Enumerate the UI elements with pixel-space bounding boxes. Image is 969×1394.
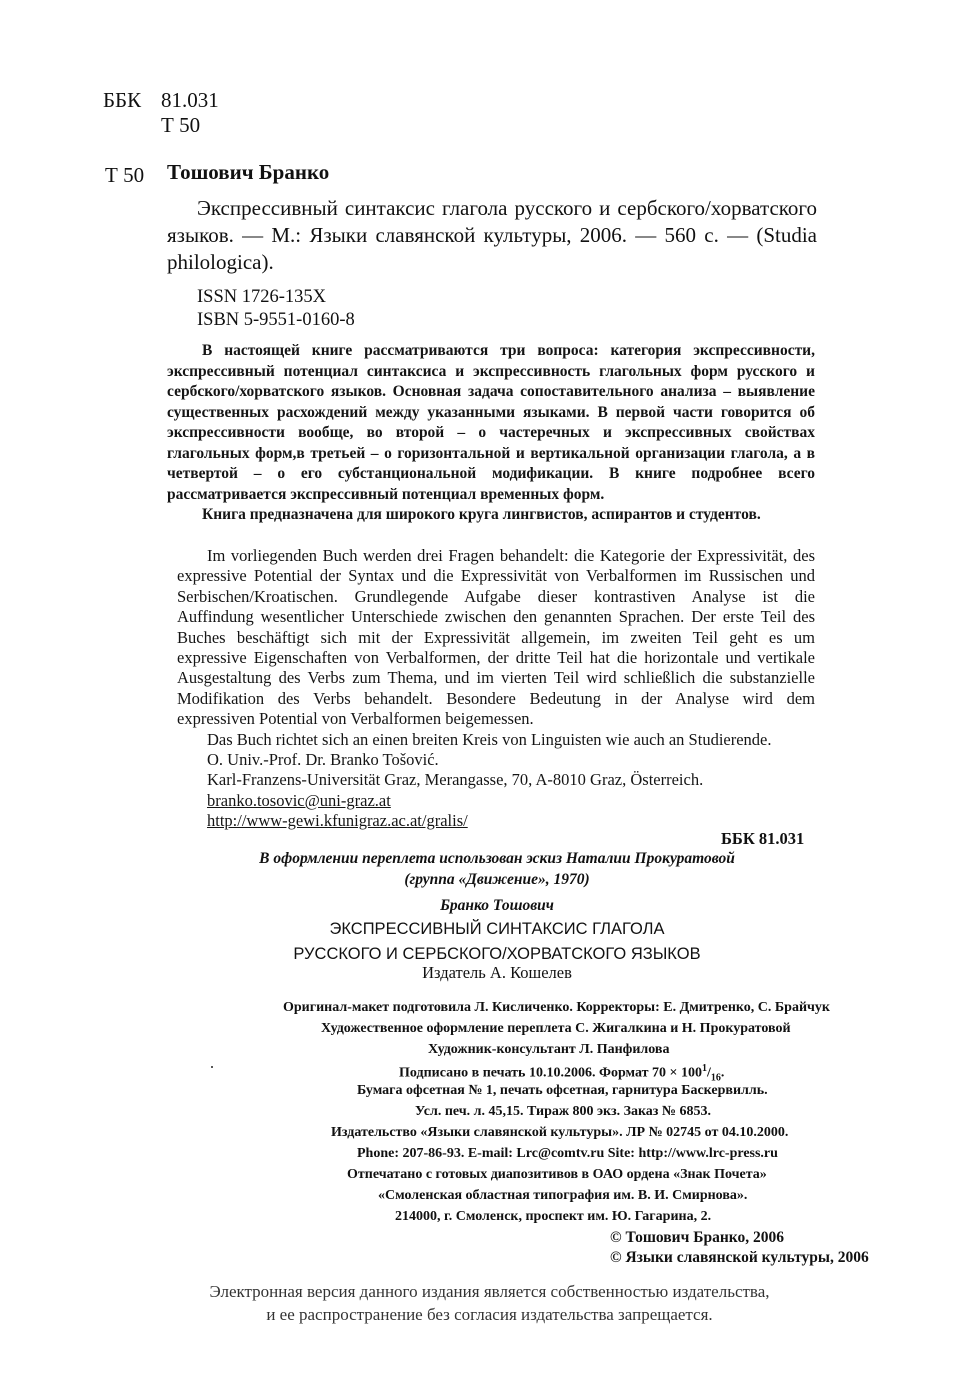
annotation-de-line: Ausgestaltung des Verbs zum Thema, und im vierten Teil wird schließlich die substanzielle (177, 668, 815, 688)
issn: ISSN 1726-135X (197, 287, 326, 307)
imprint-line: Усл. печ. л. 45,15. Тираж 800 экз. Заказ № 6853. (415, 1104, 712, 1119)
bbk-code: 81.031 (161, 88, 219, 112)
annotation-de (177, 546, 815, 832)
colophon-title: ЭКСПРЕССИВНЫЙ СИНТАКСИС ГЛАГОЛА (329, 920, 665, 938)
imprint-line: 214000, г. Смоленск, проспект им. Ю. Гагарина, 2. (395, 1209, 712, 1224)
annotation-ru (167, 341, 815, 526)
copyright-publisher: © Языки славянской культуры, 2006 (610, 1249, 869, 1266)
entry-mark: Т 50 (105, 163, 145, 187)
format-denominator: 16 (710, 1072, 721, 1084)
footer-notice: и ее распространение без согласия издательства запрещается. (266, 1305, 713, 1324)
annotation-line: глагольных форм,в третьей – о горизонтальной и вертикальной организации глагола, а в (167, 444, 815, 462)
cover-note: В оформлении переплета использован эскиз Наталии Прокуратовой (259, 850, 735, 867)
isbn: ISBN 5-9551-0160-8 (197, 310, 355, 330)
entry-author: Тошович Бранко (167, 160, 330, 184)
entry-title (167, 195, 817, 276)
signed-end: . (720, 1065, 725, 1081)
title-line: языков. — М.: Языки славянской культуры, 2006. — 560 с. — (Studia (167, 223, 817, 247)
annotation-line: В настоящей книге рассматриваются три вопроса: категория экспрессивности, (202, 342, 815, 359)
annotation-de-audience: Das Buch richtet sich an einen breiten Kreis von Linguisten wie auch an Studierende. (207, 729, 772, 749)
imprint-line: Отпечатано с готовых диапозитивов в ОАО ордена «Знак Почета» (347, 1167, 767, 1182)
signed-text: Подписано в печать 10.10.2006. Формат 70 × 100 (399, 1065, 702, 1081)
annotation-line: экспрессивный потенциал синтаксиса и экспрессивность глагольных форм русского и (167, 362, 815, 380)
colophon-publisher: Издатель А. Кошелев (422, 963, 572, 982)
website-link[interactable]: http://www-gewi.kfunigraz.ac.at/gralis/ (207, 811, 468, 831)
annotation-de-line: Im vorliegenden Buch werden drei Fragen behandelt: die Kategorie der Expressivität, des (207, 546, 815, 565)
annotation-audience: Книга предназначена для широкого круга лингвистов, аспирантов и студентов. (202, 506, 761, 523)
imprint-line: Художественное оформление переплета С. Жигалкина и Н. Прокуратовой (321, 1021, 791, 1036)
annotation-line: четвертой – о его субстанциональной модификации. В книге подробнее всего (167, 465, 815, 482)
author-mark: Т 50 (161, 113, 201, 137)
copyright-author: © Тошович Бранко, 2006 (610, 1229, 784, 1246)
imprint-signed: Подписано в печать 10.10.2006. Формат $70 \times 100^1/_{16}$. (399, 1063, 725, 1084)
annotation-line: сербского/хорватского языков. Основная задача сопоставительного анализа – выявление (167, 383, 815, 400)
imprint-line: Phone: 207-86-93. E-mail: Lrc@comtv.ru Site: http://www.lrc-press.ru (357, 1146, 778, 1161)
cover-note: (группа «Движение», 1970) (404, 871, 590, 888)
colophon-bbk: ББК 81.031 (721, 829, 805, 848)
annotation-de-line: Buches beschäftigt sich mit der Expressivität allgemein, im zweiten Teil geht es um (177, 627, 815, 647)
imprint-line: «Смоленская областная типография им. В. И. Смирнова». (378, 1188, 748, 1203)
title-line: philologica). (167, 250, 274, 274)
print-speck (211, 1066, 213, 1068)
email-link[interactable]: branko.tosovic@uni-graz.at (207, 790, 391, 810)
imprint-line: Оригинал-макет подготовила Л. Кисличенко. Корректоры: Е. Дмитренко, С. Брайчук (283, 1000, 830, 1015)
format-numerator: 1 (702, 1063, 707, 1074)
annotation-de-line: Modifikation des Verbs behandelt. Besondere Bedeutung in der Analyse wird dem (177, 688, 815, 708)
annotation-de-line: Auffindung wesentlicher Unterschiede zwischen den genannten Sprachen. Der erste Teil des (177, 607, 815, 627)
footer-notice: Электронная версия данного издания является собственностью издательства, (209, 1282, 770, 1301)
author-address: Karl-Franzens-Universität Graz, Merangasse, 70, A-8010 Graz, Österreich. (207, 770, 704, 790)
title-line: Экспрессивный синтаксис глагола русского и сербского/хорватского (197, 196, 817, 220)
imprint-line: Художник-консультант Л. Панфилова (428, 1042, 670, 1057)
annotation-line: экспрессивности вообще, во второй – о частеречных и экспрессивных свойствах (167, 424, 815, 441)
annotation-de-line: Serbischen/Kroatischen. Grundlegende Aufgabe dieser kontrastiven Analyse ist die (177, 586, 815, 606)
imprint-line: Бумага офсетная № 1, печать офсетная, гарнитура Баскервилль. (357, 1083, 768, 1098)
imprint-line: Издательство «Языки славянской культуры». ЛР № 02745 от 04.10.2000. (331, 1125, 789, 1140)
annotation-de-line: expressiven Potential von Verbalformen beigemessen. (177, 709, 534, 729)
colophon-author: Бранко Тошович (440, 897, 554, 914)
annotation-line: существенных расхождений между указанными языками. В первой части говорится об (167, 403, 815, 421)
annotation-line: рассматривается экспрессивный потенциал временных форм. (167, 485, 605, 503)
bbk-label: ББК (103, 88, 142, 112)
colophon-title: РУССКОГО И СЕРБСКОГО/ХОРВАТСКОГО ЯЗЫКОВ (293, 945, 701, 963)
author-name: O. Univ.-Prof. Dr. Branko Tošović. (207, 750, 439, 770)
annotation-de-line: expressive Potential der Syntax und die Expressivität von Verbalformen im Russischen und (177, 566, 815, 586)
annotation-de-line: expressive Eigenschaften von Verbalformen, der dritte Teil hat die horizontale und vertikale (177, 648, 815, 668)
